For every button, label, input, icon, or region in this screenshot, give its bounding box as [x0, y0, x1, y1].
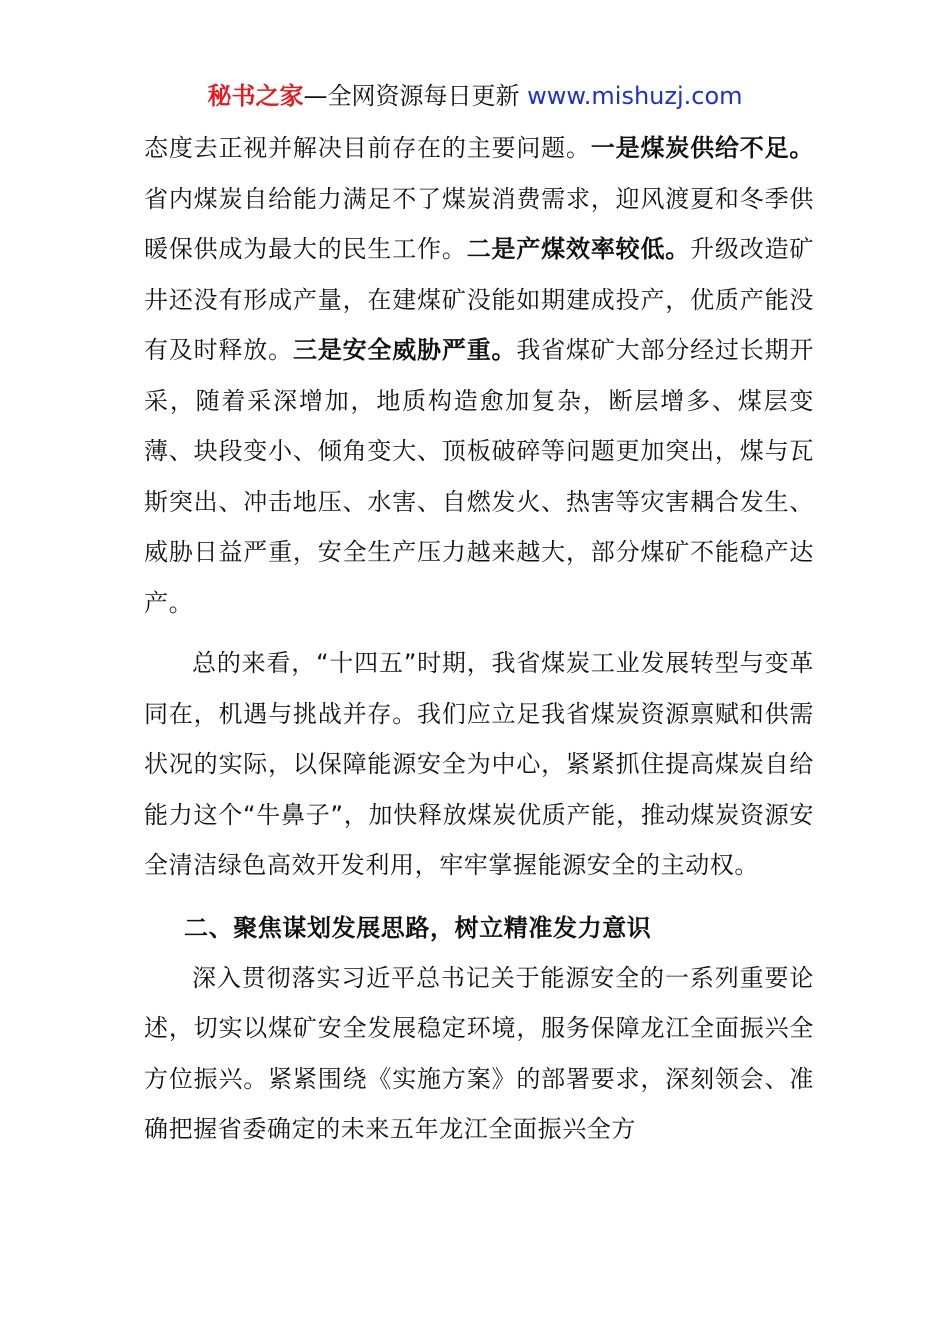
paragraph-summary: 总的来看，“十四五”时期，我省煤炭工业发展转型与变革同在，机遇与挑战并存。我们应立足我省煤炭资源禀赋和供需状况的实际，以保障能源安全为中心，紧紧抓住提高煤炭自给能力这个“牛鼻子”，加快释放煤炭优质产能，推动煤炭资源安全清洁绿色高效开发利用，牢牢掌握能源安全的主动权。	[144, 649, 814, 879]
section-heading: 二、聚焦谋划发展思路，树立精准发力意识	[184, 913, 652, 942]
text-segment: 省内煤炭自给能力满足不了煤炭消费需求，迎风渡夏和冬季供暖保供成为最大的民生工作。	[144, 184, 814, 263]
bold-point-3: 三是安全威胁严重。	[292, 336, 517, 364]
document-body	[144, 123, 814, 1155]
text-segment: 升级改造矿井还没有形成产量，在建煤矿没能如期建成投产，优质产能没有及时释放。	[144, 235, 814, 364]
text-segment: 我省煤矿大部分经过长期开采，随着采深增加，地质构造愈加复杂，断层增多、煤层变薄、块段变小、倾角变大、顶板破碎等问题更加突出，煤与瓦斯突出、冲击地压、水害、自燃发火、热害等灾害耦合发生、威胁日益严重，安全生产压力越来越大，部分煤矿不能稳产达产。	[144, 336, 814, 617]
header-tagline: —全网资源每日更新	[303, 82, 520, 110]
bold-point-2: 二是产煤效率较低。	[466, 235, 691, 263]
paragraph-implementation: 深入贯彻落实习近平总书记关于能源安全的一系列重要论述，切实以煤矿安全发展稳定环境，服务保障龙江全面振兴全方位振兴。紧紧围绕《实施方案》的部署要求，深刻领会、准确把握省委确定的未来五年龙江全面振兴全方	[144, 963, 814, 1143]
bold-point-1: 一是煤炭供给不足。	[590, 134, 814, 162]
text-segment: 态度去正视并解决目前存在的主要问题。	[144, 134, 591, 162]
site-url-link[interactable]: www.mishuzj.com	[527, 82, 743, 110]
paragraph-problems	[144, 123, 814, 628]
brand-name: 秘书之家	[207, 82, 304, 110]
page-header	[0, 80, 950, 112]
